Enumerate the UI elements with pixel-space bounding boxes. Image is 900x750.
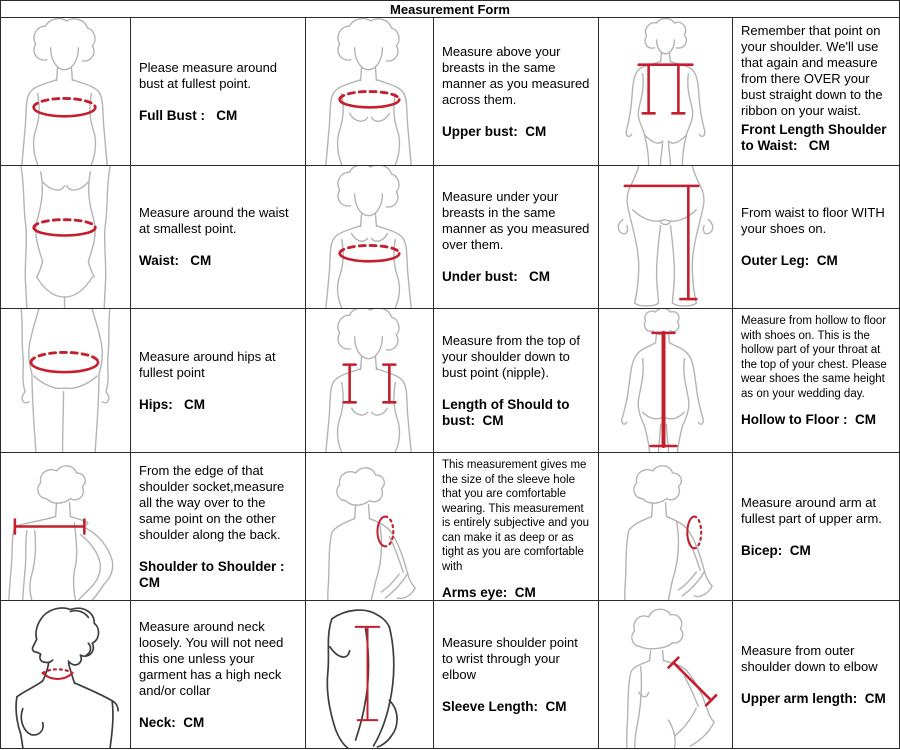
text-cell-hollow-to-floor	[733, 309, 899, 453]
shoulder-to-bust-figure	[306, 309, 433, 452]
measurement-label: Waist: CM	[139, 253, 212, 268]
text-cell-under-bust	[434, 166, 599, 309]
figure-cell-full-bust	[1, 18, 131, 166]
measurement-description: Measure from hollow to floor with shoes on. This is the hollow part of your throat at the top of your chest. Please wear shoes the same height as on your wedding day.	[741, 315, 890, 400]
figure-cell-hips	[1, 309, 131, 453]
text-cell-upper-arm-length	[733, 601, 899, 748]
measurement-description: Measure around arm at fullest part of upper arm.	[741, 494, 882, 526]
measurement-label: Upper bust: CM	[442, 123, 547, 139]
figure-cell-neck	[1, 601, 131, 748]
measurement-description: Remember that point on your shoulder. We'll use that again and measure from there OVER your bust straight down to the ribbon on your waist.	[741, 23, 887, 118]
text-cell-sleeve-length	[434, 601, 599, 748]
figure-cell-hollow-to-floor	[599, 309, 733, 453]
measurement-label: Arms eye: CM	[442, 585, 536, 600]
figure-cell-outer-leg	[599, 166, 733, 309]
text-cell-arms-eye	[434, 453, 599, 601]
measurement-description: Measure above your breasts in the same manner as you measured across them.	[442, 43, 594, 107]
figure-cell-sleeve-length	[306, 601, 434, 748]
measurement-grid	[1, 18, 899, 748]
measurement-label: Upper arm length: CM	[741, 690, 886, 706]
figure-cell-front-length	[599, 18, 733, 166]
shoulder-to-shoulder-figure	[1, 453, 130, 600]
measurement-label: Hollow to Floor : CM	[741, 412, 876, 427]
figure-cell-upper-arm-length	[599, 601, 733, 748]
measurement-label: Hips: CM	[139, 396, 205, 412]
measurement-description: Please measure around bust at fullest point.	[139, 59, 281, 91]
measurement-label: Length of Should to bust: CM	[442, 396, 574, 428]
measurement-description: Measure around hips at fullest point	[139, 348, 280, 380]
hollow-to-floor-figure	[599, 309, 732, 452]
text-cell-upper-bust	[434, 18, 599, 166]
text-cell-shoulder-to-bust	[434, 309, 599, 453]
full-bust-figure	[1, 18, 130, 165]
measurement-description: Measure under your breasts in the same manner as you measured over them.	[442, 189, 594, 252]
measurement-label: Bicep: CM	[741, 542, 811, 558]
measurement-description: Measure from the top of your shoulder down to bust point (nipple).	[442, 332, 584, 380]
text-cell-front-length	[733, 18, 899, 166]
upper-bust-figure	[306, 18, 433, 165]
outer-leg-figure	[599, 166, 732, 308]
measurement-label: Full Bust : CM	[139, 107, 238, 123]
text-cell-shoulder-to-shoulder	[131, 453, 306, 601]
figure-cell-shoulder-to-shoulder	[1, 453, 131, 601]
measurement-label: Neck: CM	[139, 714, 205, 730]
figure-cell-upper-bust	[306, 18, 434, 166]
measurement-description: Measure around neck loosely. You will not need this one unless your garment has a high neck and/or collar	[139, 618, 287, 698]
measurement-description: Measure shoulder point to wrist through your elbow	[442, 634, 582, 682]
text-cell-full-bust	[131, 18, 306, 166]
measurement-label: Front Length Shoulder to Waist: CM	[741, 122, 891, 153]
waist-figure	[1, 166, 130, 308]
measurement-description: From the edge of that shoulder socket,measure all the way over to the same point on the other shoulder along the back.	[139, 462, 288, 542]
measurement-description: Measure around the waist at smallest point.	[139, 205, 293, 236]
measurement-label: Shoulder to Shoulder : CM	[139, 558, 289, 590]
measurement-description: From waist to floor WITH your shoes on.	[741, 205, 889, 236]
figure-cell-waist	[1, 166, 131, 309]
figure-cell-bicep	[599, 453, 733, 601]
text-cell-hips	[131, 309, 306, 453]
measurement-label: Outer Leg: CM	[741, 253, 838, 268]
arms-eye-figure	[306, 453, 433, 600]
figure-cell-under-bust	[306, 166, 434, 309]
text-cell-bicep	[733, 453, 899, 601]
front-length-shoulder-to-waist-figure	[599, 18, 732, 165]
upper-arm-length-figure	[599, 601, 732, 748]
sleeve-length-figure	[306, 601, 433, 748]
text-cell-neck	[131, 601, 306, 748]
bicep-figure	[599, 453, 732, 600]
page-title: Measurement Form	[1, 1, 899, 18]
measurement-description: Measure from outer shoulder down to elbow	[741, 642, 878, 674]
measurement-description: This measurement gives me the size of the sleeve hole that you are comfortable wearing. This measurement is entirely subjective and you can make it as deep or as tight as you are comfortable with	[442, 459, 593, 573]
measurement-label: Sleeve Length: CM	[442, 698, 567, 714]
neck-figure	[1, 601, 130, 748]
under-bust-figure	[306, 166, 433, 308]
figure-cell-arms-eye	[306, 453, 434, 601]
hips-figure	[1, 309, 130, 452]
figure-cell-shoulder-to-bust	[306, 309, 434, 453]
text-cell-outer-leg	[733, 166, 899, 309]
text-cell-waist	[131, 166, 306, 309]
measurement-label: Under bust: CM	[442, 269, 550, 284]
